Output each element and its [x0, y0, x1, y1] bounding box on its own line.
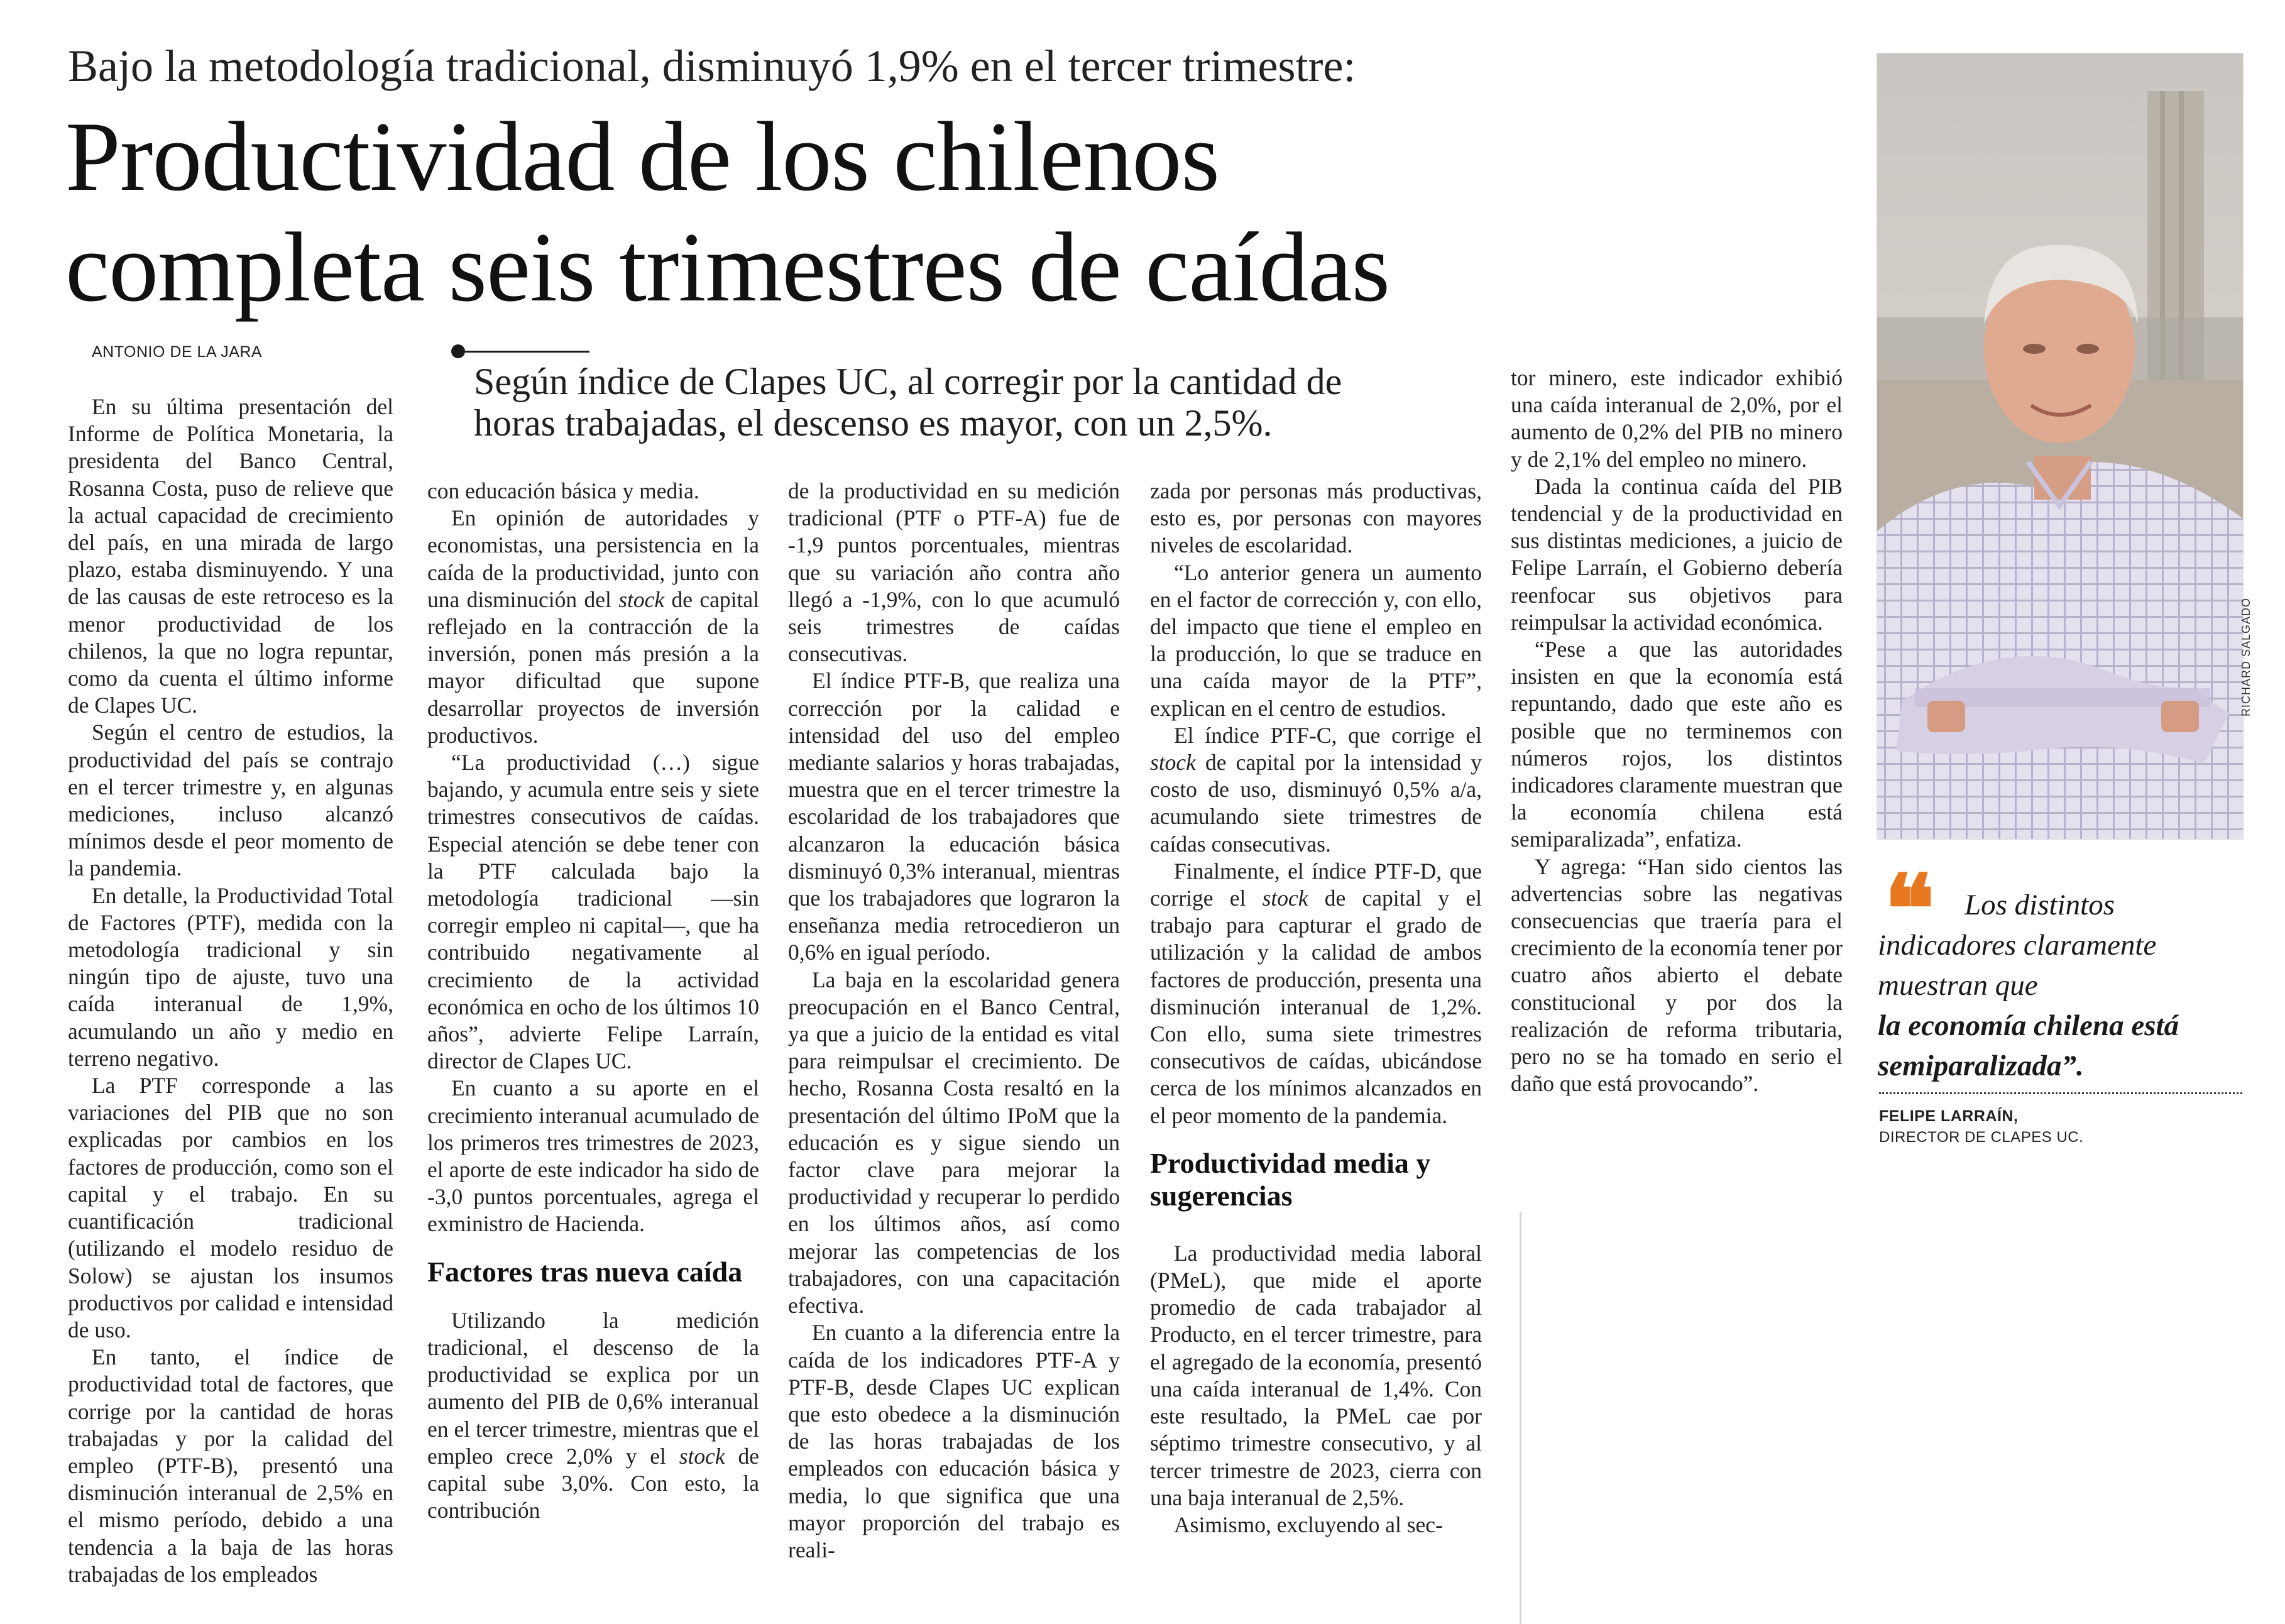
- pull-quote-attribution-name: FELIPE LARRAÍN,: [1879, 1107, 2019, 1125]
- byline: ANTONIO DE LA JARA: [92, 343, 263, 361]
- paragraph: Según el centro de estudios, la productividad del país se contrajo en el tercer trimestre y, en algunas mediciones, incluso alcanzó mínimos desde el peor momento de la pandemia.: [68, 720, 393, 881]
- paragraph-continuation: tor minero, este indicador exhibió una caída interanual de 2,0%, por el aumento de 0,2% del PIB no minero y de 2,1% del empleo no minero.: [1511, 365, 1843, 472]
- column-divider: [1520, 1212, 1521, 1624]
- paragraph: La PTF corresponde a las variaciones del PIB que no son explicadas por cambios en los factores de producción, como son el capital y el trabajo. En su cuantificación tradicional (utilizando el modelo residuo de Solow) se ajustan los insumos productivos por calidad e intensidad de uso.: [68, 1073, 393, 1342]
- standfirst-line-1: Según índice de Clapes UC, al corregir por la cantidad de: [474, 361, 1342, 402]
- body-column-4: [1150, 478, 1482, 1539]
- paragraph: “Pese a que las autoridades insisten en que la economía está repuntando, dado que este año es posible que no terminemos con números rojos, los distintos indicadores claramente muestran que la economía chilena está semiparalizada”, enfatiza.: [1511, 637, 1843, 852]
- paragraph: La baja en la escolaridad genera preocupación en el Banco Central, ya que a juicio de la entidad es vital para reimpulsar el crecimiento. De hecho, Rosanna Costa resaltó en la presentación del último IPoM que la educación es y sigue siendo un factor clave para mejorar la productividad y recuperar lo perdido en los últimos años, así como mejorar las competencias de los trabajadores, con una capacitación efectiva.: [788, 967, 1120, 1319]
- body-column-5: [1511, 365, 1843, 1097]
- standfirst-line-2: horas trabajadas, el descenso es mayor, con un 2,5%.: [474, 402, 1273, 444]
- body-column-1: [68, 393, 393, 1588]
- paragraph: En su última presentación del Informe de Política Monetaria, la presidenta del Banco Central, Rosanna Costa, puso de relieve que la actual capacidad de crecimiento del país, en una mirada de largo plazo, estaba disminuyendo. Y una de las causas de este retroceso es la menor productividad de los chilenos, la que no logra repuntar, como da cuenta el último informe de Clapes UC.: [68, 394, 393, 718]
- emphasis-term: stock: [1262, 886, 1308, 911]
- pull-quote-divider: [1879, 1092, 2242, 1094]
- subheading: Factores tras nueva caída: [427, 1255, 743, 1288]
- pull-quote-line: Los distintos: [1964, 889, 2115, 921]
- paragraph: “Lo anterior genera un aumento en el factor de corrección y, con ello, del impacto que tiene el empleo en la producción, lo que se traduce en una caída mayor de la PTF”, explican en el centro de estudios.: [1150, 559, 1482, 721]
- pull-quote-emphasis: la economía chilena está: [1878, 1009, 2179, 1042]
- quote-mark-icon: ❝: [1884, 854, 1935, 965]
- emphasis-term: stock: [618, 586, 665, 612]
- paragraph: Dada la continua caída del PIB tendencial y de la productividad en sus distintas mediciones, a juicio de Felipe Larraín, el Gobierno debería reenfocar sus objetivos para reimpulsar la actividad económica.: [1511, 473, 1843, 635]
- paragraph: Y agrega: “Han sido cientos las advertencias sobre las negativas consecuencias que traería para el crecimiento de la economía tener por cuatro años abierto el debate constitucional y por dos la realización de reforma tributaria, pero no se ha tomado en serio el daño que está provocando”.: [1511, 853, 1843, 1097]
- paragraph-continuation: de la productividad en su medición tradicional (PTF o PTF-A) fue de -1,9 puntos porcentuales, mientras que su variación año contra año llegó a -1,9%, con lo que acumuló seis trimestres de caídas consecutivas.: [788, 478, 1120, 667]
- paragraph: La productividad media laboral (PMeL), que mide el aporte promedio de cada trabajador al Producto, en el tercer trimestre, para el agregado de la economía, presentó una caída interanual de 1,4%. Con este resultado, la PMeL cae por séptimo trimestre consecutivo, y al tercer trimestre de 2023, cierra con una baja interanual de 2,5%.: [1150, 1240, 1482, 1510]
- pull-quote: [1878, 885, 2249, 1086]
- pull-quote-attribution-role: DIRECTOR DE CLAPES UC.: [1879, 1129, 2084, 1146]
- paragraph: En detalle, la Productividad Total de Factores (PTF), medida con la metodología tradicional y sin ningún tipo de ajuste, tuvo una caída interanual de 1,9%, acumulando un año y medio en terreno negativo.: [68, 882, 393, 1071]
- subheading: Productividad media y sugerencias: [1150, 1146, 1431, 1212]
- pull-quote-emphasis: semiparalizada”.: [1878, 1050, 2084, 1082]
- paragraph: Utilizando la medición tradicional, el descenso de la productividad se explica por un aumento del PIB de 0,6% interanual en el tercer trimestre, mientras que el empleo crece 2,0% y el stock de capital sube 3,0%. Con esto, la contribución: [427, 1307, 759, 1523]
- body-column-3: [788, 478, 1120, 1564]
- standfirst: [474, 361, 1454, 444]
- paragraph: Finalmente, el índice PTF-D, que corrige el stock de capital y el trabajo para capturar el grado de utilización y la calidad de ambos factores de producción, presenta una disminución interanual de 1,2%. Con ello, suma siete trimestres consecutivos de caídas, ubicándose cerca de los mínimos alcanzados en el peor momento de la pandemia.: [1150, 858, 1482, 1128]
- paragraph: El índice PTF-B, que realiza una corrección por la calidad e intensidad del uso del empleo mediante salarios y horas trabajadas, muestra que en el tercer trimestre la escolaridad de los trabajadores que alcanzaron la educación básica disminuyó 0,3% interanual, mientras que los trabajadores que lograron la enseñanza media retrocedieron un 0,6% en igual período.: [788, 668, 1120, 965]
- pull-quote-line: indicadores claramente: [1878, 929, 2157, 962]
- paragraph: En opinión de autoridades y economistas, una persistencia en la caída de la productividad, junto con una disminución del stock de capital reflejado en la contracción de la inversión, ponen más presión a la mayor dificultad que supone desarrollar proyectos de inversión productivos.: [427, 505, 759, 748]
- standfirst-bullet-dot: [451, 344, 465, 358]
- headline: [65, 102, 1825, 323]
- paragraph: En tanto, el índice de productividad total de factores, que corrige por la cantidad de horas trabajadas y por la calidad del empleo (PTF-B), presentó una disminución interanual de 2,5% en el mismo período, debido a una tendencia a la baja de las horas trabajadas de los empleados: [68, 1344, 393, 1587]
- emphasis-term: stock: [1150, 750, 1196, 776]
- emphasis-term: stock: [679, 1443, 725, 1469]
- paragraph: “La productividad (…) sigue bajando, y acumula entre seis y siete trimestres consecutivos de caídas. Especial atención se debe tener con la PTF calculada bajo la metodología tradicional —sin corregir empleo ni capital—, que ha contribuido negativamente al crecimiento de la actividad económica en ocho de los últimos 10 años”, advierte Felipe Larraín, director de Clapes UC.: [427, 750, 759, 1074]
- headline-line-2: completa seis trimestres de caídas: [65, 212, 1390, 322]
- paragraph-continuation: zada por personas más productivas, esto es, por personas con mayores niveles de escolaridad.: [1150, 478, 1482, 558]
- paragraph: El índice PTF-C, que corrige el stock de capital por la intensidad y costo de uso, disminuyó 0,5% a/a, acumulando siete trimestres de caídas consecutivas.: [1150, 722, 1482, 857]
- paragraph: Asimismo, excluyendo al sec-: [1174, 1512, 1443, 1537]
- paragraph: En cuanto a la diferencia entre la caída de los indicadores PTF-A y PTF-B, desde Clapes UC explican que esto obedece a la disminución de las horas trabajadas de los empleados con educación básica y media, lo que significa que una mayor proporción del trabajo es reali-: [788, 1320, 1120, 1562]
- standfirst-rule: [464, 351, 589, 353]
- headline-line-1: Productividad de los chilenos: [65, 102, 1219, 212]
- paragraph-continuation: con educación básica y media.: [427, 478, 699, 503]
- article-kicker: Bajo la metodología tradicional, disminuyó 1,9% en el tercer trimestre:: [68, 41, 1356, 91]
- pull-quote-line: muestran que: [1878, 969, 2038, 1002]
- portrait-photo: [1877, 53, 2244, 840]
- photo-credit: RICHARD SALGADO: [2240, 597, 2252, 716]
- paragraph: En cuanto a su aporte en el crecimiento interanual acumulado de los primeros tres trimestres de 2023, el aporte de este indicador ha sido de -3,0 puntos porcentuales, agrega el exministro de Hacienda.: [427, 1075, 759, 1237]
- body-column-2: [427, 478, 759, 1524]
